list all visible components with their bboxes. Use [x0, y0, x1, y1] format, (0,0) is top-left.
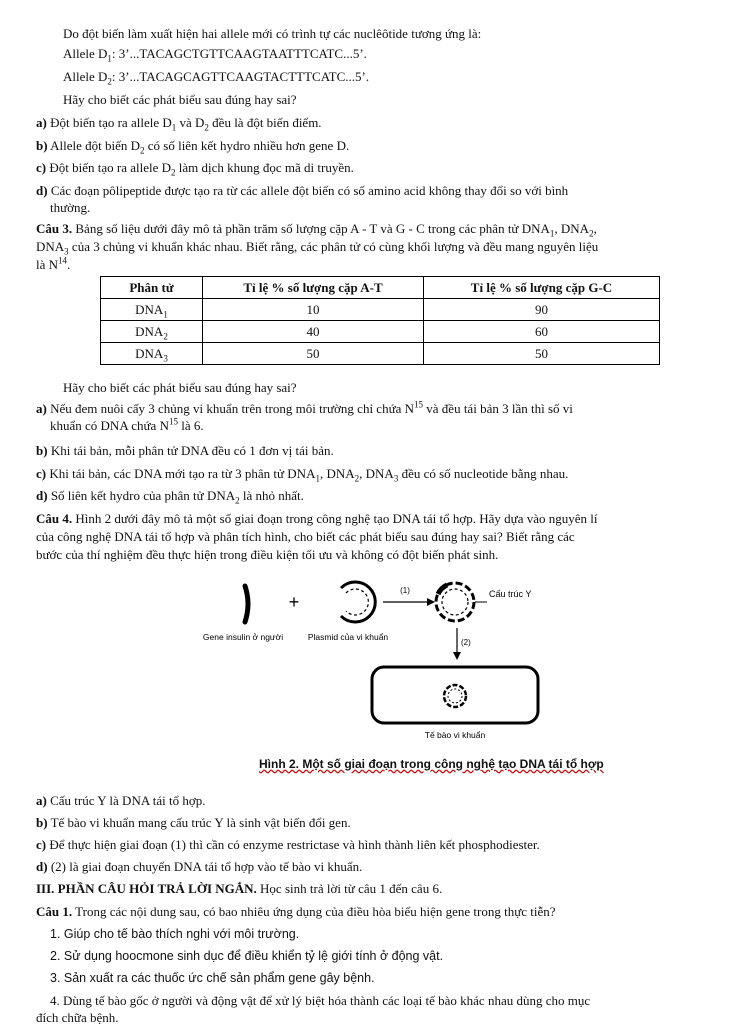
bacterial-cell-label: Tế bào vi khuẩn	[424, 730, 486, 740]
q4-line-3: bước của thí nghiệm đều thực hiện trong điều kiện tối ưu và không có đột biến phát sinh.	[36, 547, 499, 562]
q2-statement-c: c) Đột biến tạo ra allele $D_2$ làm dịch khung đọc mã di truyền.	[36, 160, 354, 178]
q3-line-3: là $N^{14}$.	[36, 255, 71, 272]
open-plasmid	[341, 582, 375, 622]
q4-statement-b: b) Tế bào vi khuẩn mang cấu trúc Y là sinh vật biến đổi gen.	[36, 815, 351, 830]
recombinant-plasmid-y	[436, 583, 474, 621]
q4-statement-c: c) Để thực hiện giai đoạn (1) thì cần có enzyme restrictase và hình thành liên kết phosphodiester.	[36, 837, 540, 852]
table-cell-molecule: $DNA_1$	[101, 299, 203, 321]
q2-statement-d-cont: thường.	[50, 200, 91, 215]
q2-statement-d: d) Các đoạn pôlipeptide được tạo ra từ các allele đột biến có số amino acid không thay đổi so với bình	[36, 183, 569, 198]
q2-statement-a: a) Đột biến tạo ra allele $D_1$ và $D_2$ đều là đột biến điểm.	[36, 115, 322, 133]
q3-statement-a-cont: khuẩn có DNA chứa $N^{15}$ là 6.	[50, 416, 204, 433]
dna-table	[100, 276, 660, 365]
table-cell-at: 50	[203, 343, 424, 365]
table-cell-molecule: $DNA_3$	[101, 343, 203, 365]
q4-line-1: Câu 4. Hình 2 dưới đây mô tả một số giai đoạn trong công nghệ tạo DNA tái tổ hợp. Hãy dựa vào nguyên lí	[36, 511, 598, 526]
table-header: Phân tử	[101, 277, 203, 299]
q3-statement-a: a) Nếu đem nuôi cấy 3 chủng vi khuẩn trên trong môi trường chỉ chứa $N^{15}$ và đều tái bản 3 lần thì số vi	[36, 399, 573, 416]
q3-statement-d: d) Số liên kết hydro của phân tử $DNA_2$ là nhỏ nhất.	[36, 488, 304, 506]
table-cell-gc: 50	[424, 343, 660, 365]
table-header-row	[101, 277, 660, 299]
table-cell-gc: 90	[424, 299, 660, 321]
allele-d2-line: Allele $D_2$: 3’...TACAGCAGTTCAAGTACTTTCATC...5’.	[63, 69, 370, 87]
intro-line: Do đột biến làm xuất hiện hai allele mới có trình tự các nuclêôtide tương ứng là:	[63, 26, 482, 41]
q4-line-2: của công nghệ DNA tái tổ hợp và phân tích hình, cho biết các phát biểu sau đúng hay sai? Biết rằng các	[36, 529, 575, 544]
q3-statement-c: c) Khi tái bản, các DNA mới tạo ra từ 3 phân tử $DNA_1$, $DNA_2$, $DNA_3$ đều có số nucleotide bằng nhau.	[36, 466, 569, 484]
table-row	[101, 299, 660, 321]
plus-sign: +	[288, 592, 300, 612]
table-row	[101, 321, 660, 343]
bacterial-cell	[372, 667, 538, 723]
q2-statement-b: b) Allele đột biến $D_2$ có số liên kết hydro nhiều hơn gene D.	[36, 138, 350, 156]
figure-caption: Hình 2. Một số giai đoạn trong công nghệ tạo DNA tái tổ hợp	[259, 757, 604, 771]
intro-question: Hãy cho biết các phát biểu sau đúng hay sai?	[63, 92, 297, 107]
plasmid-label: Plasmid của vi khuẩn	[307, 632, 389, 642]
part3-heading: III. PHẦN CÂU HỎI TRẢ LỜI NGẮN. Học sinh trả lời từ câu 1 đến câu 6.	[36, 881, 443, 896]
table-row	[101, 343, 660, 365]
table-cell-gc: 60	[424, 321, 660, 343]
table-header: Tỉ lệ % số lượng cặp A-T	[203, 277, 424, 299]
structure-y-label: Cấu trúc Y	[489, 589, 532, 599]
gene-insulin-fragment	[245, 586, 248, 622]
gene-insulin-label: Gene insulin ở người	[202, 632, 284, 642]
step-2-label: (2)	[461, 638, 471, 647]
allele-d1-line: Allele $D_1$: 3’...TACAGCTGTTCAAGTAATTTCATC...5’.	[63, 46, 367, 64]
recombinant-dna-figure	[202, 566, 532, 776]
list-item: 3. Sản xuất ra các thuốc ức chế sản phẩm gene gây bệnh.	[50, 971, 375, 985]
q3-statement-b: b) Khi tái bản, mỗi phân tử DNA đều có 1 đơn vị tái bản.	[36, 443, 334, 458]
q3-question: Hãy cho biết các phát biểu sau đúng hay sai?	[63, 380, 297, 395]
list-item: 4. Dùng tế bào gốc ở người và động vật để xử lý biệt hóa thành các loại tế bào khác nhau dùng cho mục	[50, 993, 591, 1008]
list-item-cont: đích chữa bệnh.	[36, 1010, 119, 1025]
q4-statement-a: a) Cấu trúc Y là DNA tái tổ hợp.	[36, 793, 206, 808]
q3-line-2: $DNA_3$ của 3 chủng vi khuẩn khác nhau. Biết rằng, các phân tử có cùng khối lượng và đều mang nguyên liệu	[36, 239, 599, 257]
part3-question-1: Câu 1. Trong các nội dung sau, có bao nhiêu ứng dụng của điều hòa biểu hiện gene trong thực tiễn?	[36, 904, 556, 919]
table-cell-molecule: $DNA_2$	[101, 321, 203, 343]
table-cell-at: 10	[203, 299, 424, 321]
step-1-label: (1)	[400, 586, 410, 595]
list-item: 1. Giúp cho tế bào thích nghi với môi trường.	[50, 927, 300, 941]
plasmid-in-cell	[444, 685, 466, 707]
q3-line-1: Câu 3. Bảng số liệu dưới đây mô tả phần trăm số lượng cặp A - T và G - C trong các phân tử $DNA_1$, $DNA_2$,	[36, 221, 597, 239]
list-item: 2. Sử dụng hoocmone sinh dục để điều khiển tỷ lệ giới tính ở động vật.	[50, 949, 444, 963]
table-header: Tỉ lệ % số lượng cặp G-C	[424, 277, 660, 299]
q4-statement-d: d) (2) là giai đoạn chuyển DNA tái tổ hợp vào tế bào vi khuẩn.	[36, 859, 363, 874]
table-cell-at: 40	[203, 321, 424, 343]
